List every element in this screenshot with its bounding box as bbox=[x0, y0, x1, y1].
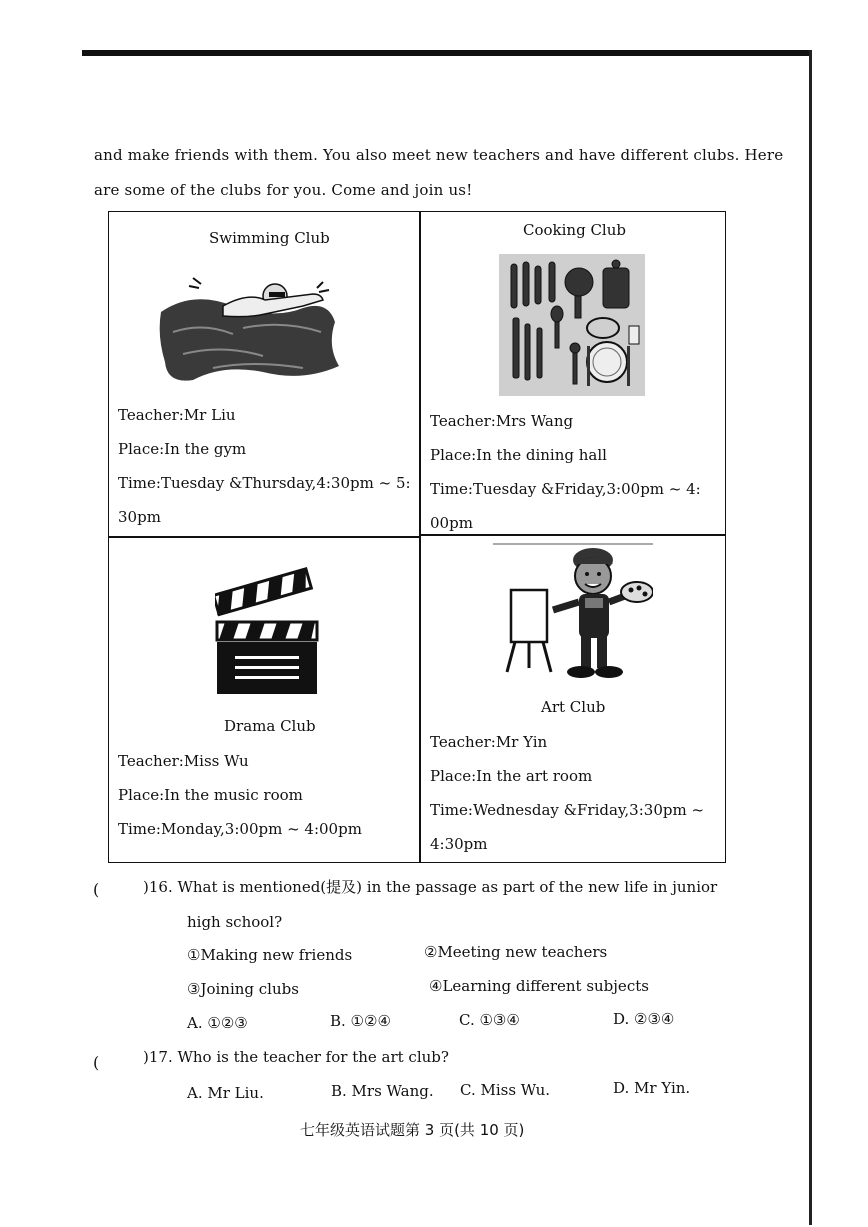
right-border bbox=[809, 50, 812, 1225]
cooking-club-info bbox=[430, 404, 701, 540]
swimming-club-title: Swimming Club bbox=[209, 229, 330, 247]
q16-answer-paren: ( bbox=[93, 880, 100, 899]
top-border bbox=[82, 50, 812, 56]
art-club-info bbox=[430, 725, 704, 861]
kitchen-utensils-icon bbox=[499, 254, 645, 396]
q17-choice-b: B. Mrs Wang. bbox=[331, 1082, 434, 1100]
art-place: Place:In the art room bbox=[430, 767, 593, 785]
q17-choice-d: D. Mr Yin. bbox=[613, 1079, 691, 1097]
q16-choice-b: B. ①②④ bbox=[330, 1012, 391, 1030]
drama-time: Time:Monday,3:00pm ~ 4:00pm bbox=[118, 820, 362, 838]
drama-club-info bbox=[118, 744, 362, 846]
swimming-time: Time:Tuesday &Thursday,4:30pm ~ 5: bbox=[118, 474, 411, 492]
q16-choice-c: C. ①③④ bbox=[459, 1011, 520, 1029]
clapperboard-icon bbox=[215, 564, 321, 696]
swimming-time-cont: 30pm bbox=[118, 508, 161, 526]
q16-stem-cont: high school? bbox=[187, 913, 283, 931]
q16-choice-d: D. ②③④ bbox=[613, 1010, 675, 1028]
cooking-time-cont: 00pm bbox=[430, 514, 473, 532]
q16-option-1: ①Making new friends bbox=[187, 946, 353, 964]
swimming-place: Place:In the gym bbox=[118, 440, 247, 458]
page-footer: 七年级英语试题第 3 页(共 10 页) bbox=[300, 1121, 525, 1139]
q17-stem: )17. Who is the teacher for the art club? bbox=[143, 1048, 449, 1066]
drama-place: Place:In the music room bbox=[118, 786, 303, 804]
clubs-table bbox=[108, 211, 726, 863]
cooking-place: Place:In the dining hall bbox=[430, 446, 607, 464]
q16-stem: )16. What is mentioned(提及) in the passage as part of the new life in junior bbox=[143, 878, 718, 896]
q16-option-2: ②Meeting new teachers bbox=[424, 943, 608, 961]
art-time: Time:Wednesday &Friday,3:30pm ~ bbox=[430, 801, 705, 819]
swimmer-icon bbox=[153, 272, 345, 388]
art-teacher: Teacher:Mr Yin bbox=[430, 733, 548, 751]
drama-club-title: Drama Club bbox=[224, 717, 316, 735]
art-club-title: Art Club bbox=[541, 698, 606, 716]
q17-choice-a: A. Mr Liu. bbox=[187, 1084, 264, 1102]
swimming-club-info bbox=[118, 398, 411, 534]
q17-answer-paren: ( bbox=[93, 1053, 100, 1072]
q16-option-3: ③Joining clubs bbox=[187, 980, 299, 998]
q17-choice-c: C. Miss Wu. bbox=[460, 1081, 551, 1099]
painter-boy-icon bbox=[493, 540, 653, 682]
intro-line-1: and make friends with them. You also meet new teachers and have different clubs. Here bbox=[94, 146, 784, 164]
cooking-teacher: Teacher:Mrs Wang bbox=[430, 412, 574, 430]
table-divider-left bbox=[109, 536, 421, 538]
cooking-time: Time:Tuesday &Friday,3:00pm ~ 4: bbox=[430, 480, 701, 498]
q16-option-4: ④Learning different subjects bbox=[429, 977, 649, 995]
q16-choice-a: A. ①②③ bbox=[187, 1014, 248, 1032]
cooking-club-title: Cooking Club bbox=[523, 221, 626, 239]
swimming-teacher: Teacher:Mr Liu bbox=[118, 406, 236, 424]
intro-line-2: are some of the clubs for you. Come and join us! bbox=[94, 181, 473, 199]
drama-teacher: Teacher:Miss Wu bbox=[118, 752, 249, 770]
art-time-cont: 4:30pm bbox=[430, 835, 488, 853]
